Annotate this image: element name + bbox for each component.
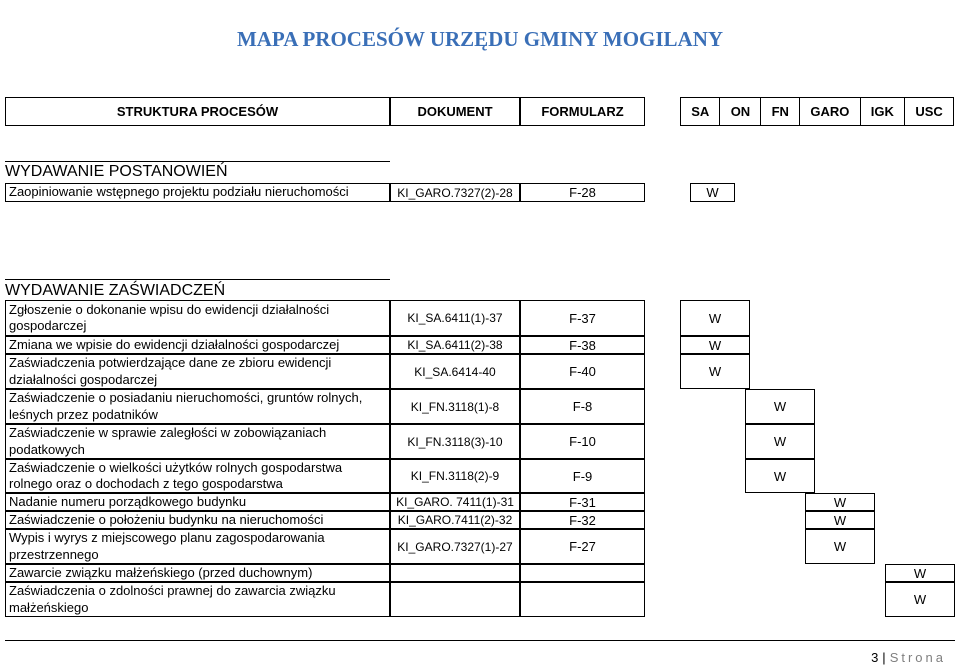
department-mark: W bbox=[805, 511, 875, 529]
document-code: KI_FN.3118(2)-9 bbox=[390, 459, 520, 493]
department-mark: W bbox=[680, 336, 750, 354]
header-col-usc: USC bbox=[904, 98, 953, 125]
header-structure-label: STRUKTURA PROCESÓW bbox=[116, 104, 279, 119]
form-code: F-28 bbox=[520, 183, 645, 202]
department-mark: W bbox=[680, 300, 750, 336]
document-code: KI_GARO.7411(2)-32 bbox=[390, 511, 520, 529]
document-code: KI_GARO.7327(1)-27 bbox=[390, 529, 520, 564]
process-name: Zgłoszenie o dokonanie wpisu do ewidencji działalności gospodarczej bbox=[5, 300, 390, 336]
department-mark: W bbox=[745, 389, 815, 424]
header-col-on: ON bbox=[719, 98, 760, 125]
table-row bbox=[5, 183, 955, 202]
section-title: WYDAWANIE POSTANOWIEŃ bbox=[5, 163, 228, 180]
form-code: F-8 bbox=[520, 389, 645, 424]
form-code: F-9 bbox=[520, 459, 645, 493]
department-mark: W bbox=[885, 582, 955, 617]
header-document bbox=[390, 97, 520, 126]
table-row bbox=[5, 389, 955, 424]
department-mark: W bbox=[745, 424, 815, 459]
table-row bbox=[5, 493, 955, 511]
header-dept-columns bbox=[680, 97, 954, 126]
table-row bbox=[5, 424, 955, 459]
table-row bbox=[5, 529, 955, 564]
document-code: KI_SA.6414-40 bbox=[390, 354, 520, 389]
department-mark: W bbox=[680, 354, 750, 389]
table-row bbox=[5, 564, 955, 582]
process-name: Zaświadczenie o wielkości użytków rolnych gospodarstwa rolnego oraz o dochodach z tego gospodarstwa bbox=[5, 459, 390, 493]
form-code: F-27 bbox=[520, 529, 645, 564]
process-name: Nadanie numeru porządkowego budynku bbox=[5, 493, 390, 511]
page-footer bbox=[871, 650, 946, 665]
document-code: KI_FN.3118(3)-10 bbox=[390, 424, 520, 459]
table-row bbox=[5, 336, 955, 354]
form-code bbox=[520, 582, 645, 617]
process-name: Zawarcie związku małżeńskiego (przed duchownym) bbox=[5, 564, 390, 582]
header-form bbox=[520, 97, 645, 126]
table-row bbox=[5, 459, 955, 493]
document-code: KI_SA.6411(2)-38 bbox=[390, 336, 520, 354]
form-code: F-10 bbox=[520, 424, 645, 459]
department-mark: W bbox=[745, 459, 815, 493]
form-code: F-37 bbox=[520, 300, 645, 336]
table-row bbox=[5, 354, 955, 389]
document-code: KI_GARO.7327(2)-28 bbox=[390, 183, 520, 202]
header-col-fn: FN bbox=[760, 98, 799, 125]
process-name: Zaświadczenie o posiadaniu nieruchomości, gruntów rolnych, leśnych przez podatników bbox=[5, 389, 390, 424]
footer-label: Strona bbox=[889, 650, 946, 665]
department-mark: W bbox=[885, 564, 955, 582]
page-title: MAPA PROCESÓW URZĘDU GMINY MOGILANY bbox=[236, 27, 724, 51]
header-col-igk: IGK bbox=[860, 98, 905, 125]
section-title: WYDAWANIE ZAŚWIADCZEŃ bbox=[5, 282, 226, 299]
process-name: Zaświadczenia potwierdzające dane ze zbioru ewidencji działalności gospodarczej bbox=[5, 354, 390, 389]
document-code bbox=[390, 582, 520, 617]
header-structure bbox=[5, 97, 390, 126]
header-col-garo: GARO bbox=[799, 98, 859, 125]
form-code bbox=[520, 564, 645, 582]
table-row bbox=[5, 582, 955, 617]
process-name: Zmiana we wpisie do ewidencji działalności gospodarczej bbox=[5, 336, 390, 354]
header-form-label: FORMULARZ bbox=[541, 104, 624, 119]
form-code: F-38 bbox=[520, 336, 645, 354]
form-code: F-31 bbox=[520, 493, 645, 511]
process-name: Wypis i wyrys z miejscowego planu zagospodarowania przestrzennego bbox=[5, 529, 390, 564]
form-code: F-40 bbox=[520, 354, 645, 389]
process-name: Zaświadczenie o położeniu budynku na nieruchomości bbox=[5, 511, 390, 529]
process-name: Zaświadczenia o zdolności prawnej do zawarcia związku małżeńskiego bbox=[5, 582, 390, 617]
document-code: KI_SA.6411(1)-37 bbox=[390, 300, 520, 336]
department-mark: W bbox=[805, 529, 875, 564]
department-mark: W bbox=[805, 493, 875, 511]
page-number: 3 bbox=[871, 650, 879, 665]
header-col-sa: SA bbox=[691, 104, 710, 119]
footer-separator: | bbox=[882, 650, 886, 665]
document-code: KI_GARO. 7411(1)-31 bbox=[390, 493, 520, 511]
document-code: KI_FN.3118(1)-8 bbox=[390, 389, 520, 424]
header-document-label: DOKUMENT bbox=[417, 104, 493, 119]
department-mark: W bbox=[690, 183, 735, 202]
process-name: Zaopiniowanie wstępnego projektu podziału nieruchomości bbox=[5, 183, 390, 202]
table-row bbox=[5, 511, 955, 529]
table-row bbox=[5, 300, 955, 336]
document-code bbox=[390, 564, 520, 582]
process-name: Zaświadczenie w sprawie zaległości w zobowiązaniach podatkowych bbox=[5, 424, 390, 459]
footer-rule bbox=[5, 640, 955, 641]
form-code: F-32 bbox=[520, 511, 645, 529]
